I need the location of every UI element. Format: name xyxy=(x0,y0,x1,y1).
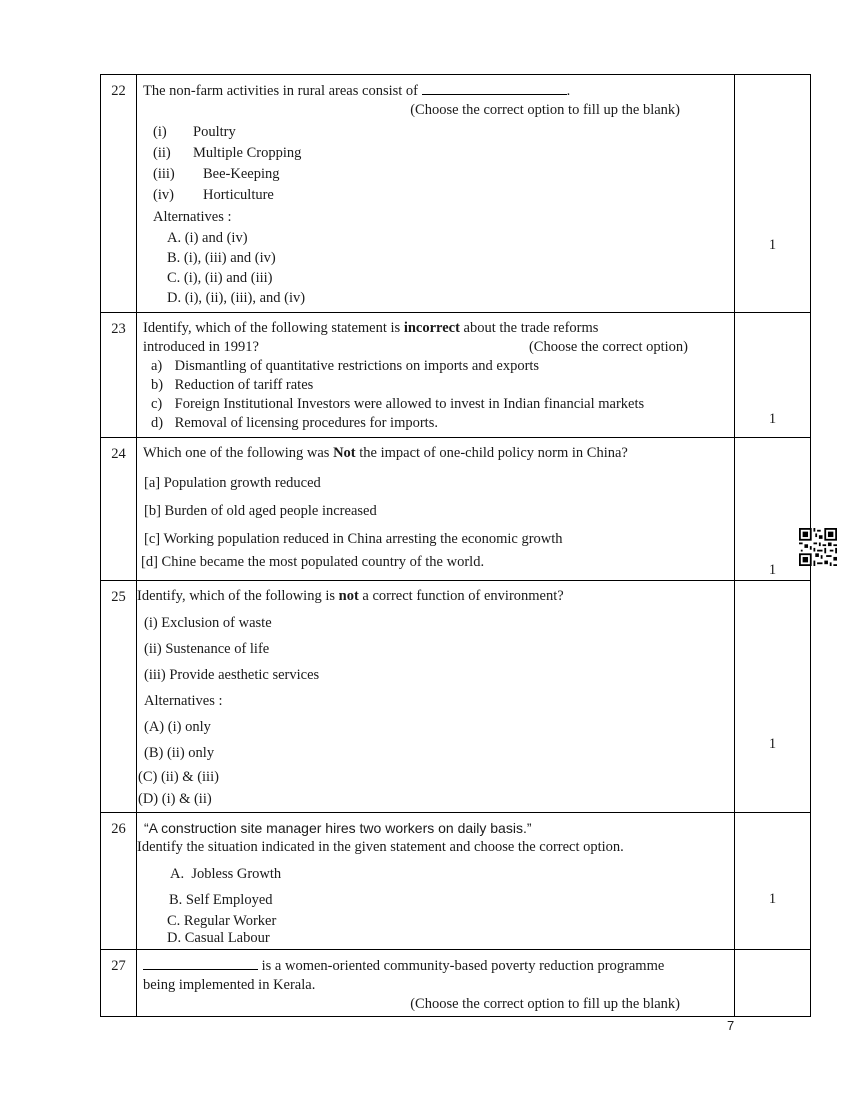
instruction-note: (Choose the correct option) xyxy=(528,339,688,355)
list-item: (i) Poultry xyxy=(153,124,236,140)
alternatives-label: Alternatives : xyxy=(144,693,223,709)
options-list xyxy=(143,357,728,433)
fill-blank xyxy=(143,956,258,970)
alternative-option: B. (i), (iii) and (iv) xyxy=(167,250,276,266)
list-item: (ii) Sustenance of life xyxy=(144,641,270,657)
marks-cell xyxy=(735,950,811,1017)
option: [d] Chine became the most populated country of the world. xyxy=(141,554,485,570)
question-number: 25 xyxy=(101,581,137,813)
alternative-option: (C) (ii) & (iii) xyxy=(138,769,219,785)
question-row-26 xyxy=(101,813,811,950)
marks-value: 1 xyxy=(768,411,777,427)
question-body xyxy=(137,813,735,950)
quoted-statement: “A construction site manager hires two workers on daily basis.” xyxy=(144,820,532,836)
marks-value: 1 xyxy=(768,736,777,752)
question-body xyxy=(137,950,735,1017)
marks-cell xyxy=(735,813,811,950)
question-stem-line2: introduced in 1991? (Choose the correct option) xyxy=(143,339,688,355)
marks-cell xyxy=(735,313,811,438)
question-row-24 xyxy=(101,438,811,581)
list-item: (ii) Multiple Cropping xyxy=(153,145,302,161)
option: c) Foreign Institutional Investors were allowed to invest in Indian financial markets xyxy=(151,396,645,412)
question-row-27 xyxy=(101,950,811,1017)
page-number: 7 xyxy=(727,1018,735,1033)
option: d) Removal of licensing procedures for imports. xyxy=(151,415,438,431)
instruction-note: (Choose the correct option to fill up the blank) xyxy=(410,996,680,1012)
alternatives-label: Alternatives : xyxy=(153,209,232,225)
question-stem: Which one of the following was Not the impact of one-child policy norm in China? xyxy=(143,445,628,461)
option: [b] Burden of old aged people increased xyxy=(144,503,377,519)
option: [c] Working population reduced in China arresting the economic growth xyxy=(144,531,563,547)
alternatives-list xyxy=(143,228,728,308)
question-stem: Identify, which of the following is not a correct function of environment? xyxy=(137,588,564,604)
qr-code-icon xyxy=(799,528,837,566)
question-stem: Identify, which of the following statement is incorrect about the trade reforms xyxy=(143,320,599,336)
list-item: (iii) Bee-Keeping xyxy=(153,166,280,182)
fill-blank xyxy=(422,81,567,95)
question-stem-line2: being implemented in Kerala. xyxy=(143,977,316,993)
question-number: 27 xyxy=(101,950,137,1017)
marks-cell xyxy=(735,75,811,313)
alternative-option: C. (i), (ii) and (iii) xyxy=(167,270,273,286)
option: D. Casual Labour xyxy=(167,930,270,946)
marks-cell xyxy=(735,581,811,813)
question-body xyxy=(137,438,735,581)
question-row-23 xyxy=(101,313,811,438)
option: B. Self Employed xyxy=(169,892,273,908)
option: a) Dismantling of quantitative restrictions on imports and exports xyxy=(151,358,540,374)
alternative-option: (D) (i) & (ii) xyxy=(138,791,212,807)
list-item: (iv) Horticulture xyxy=(153,187,274,203)
question-number: 26 xyxy=(101,813,137,950)
question-row-22 xyxy=(101,75,811,313)
question-body xyxy=(137,75,735,313)
instruction-note: (Choose the correct option to fill up the blank) xyxy=(410,102,680,118)
alternative-option: A. (i) and (iv) xyxy=(167,230,248,246)
alternative-option: (A) (i) only xyxy=(144,719,211,735)
list-item: (iii) Provide aesthetic services xyxy=(144,667,320,683)
alternative-option: (B) (ii) only xyxy=(144,745,215,761)
option: A. Jobless Growth xyxy=(170,866,282,882)
question-stem: Identify the situation indicated in the given statement and choose the correct option. xyxy=(137,839,624,855)
question-body xyxy=(137,313,735,438)
marks-value: 1 xyxy=(768,237,777,253)
option: C. Regular Worker xyxy=(167,913,277,929)
question-table xyxy=(100,74,811,1017)
alternative-option: D. (i), (ii), (iii), and (iv) xyxy=(167,290,306,306)
question-row-25 xyxy=(101,581,811,813)
marks-value: 1 xyxy=(768,562,777,578)
question-number: 23 xyxy=(101,313,137,438)
question-number: 24 xyxy=(101,438,137,581)
list-item: (i) Exclusion of waste xyxy=(144,615,272,631)
marks-value: 1 xyxy=(768,891,777,907)
question-number: 22 xyxy=(101,75,137,313)
question-stem: The non-farm activities in rural areas consist of . xyxy=(143,83,571,99)
question-body xyxy=(137,581,735,813)
option: [a] Population growth reduced xyxy=(144,475,321,491)
question-stem: is a women-oriented community-based poverty reduction programme xyxy=(143,956,728,976)
option: b) Reduction of tariff rates xyxy=(151,377,314,393)
